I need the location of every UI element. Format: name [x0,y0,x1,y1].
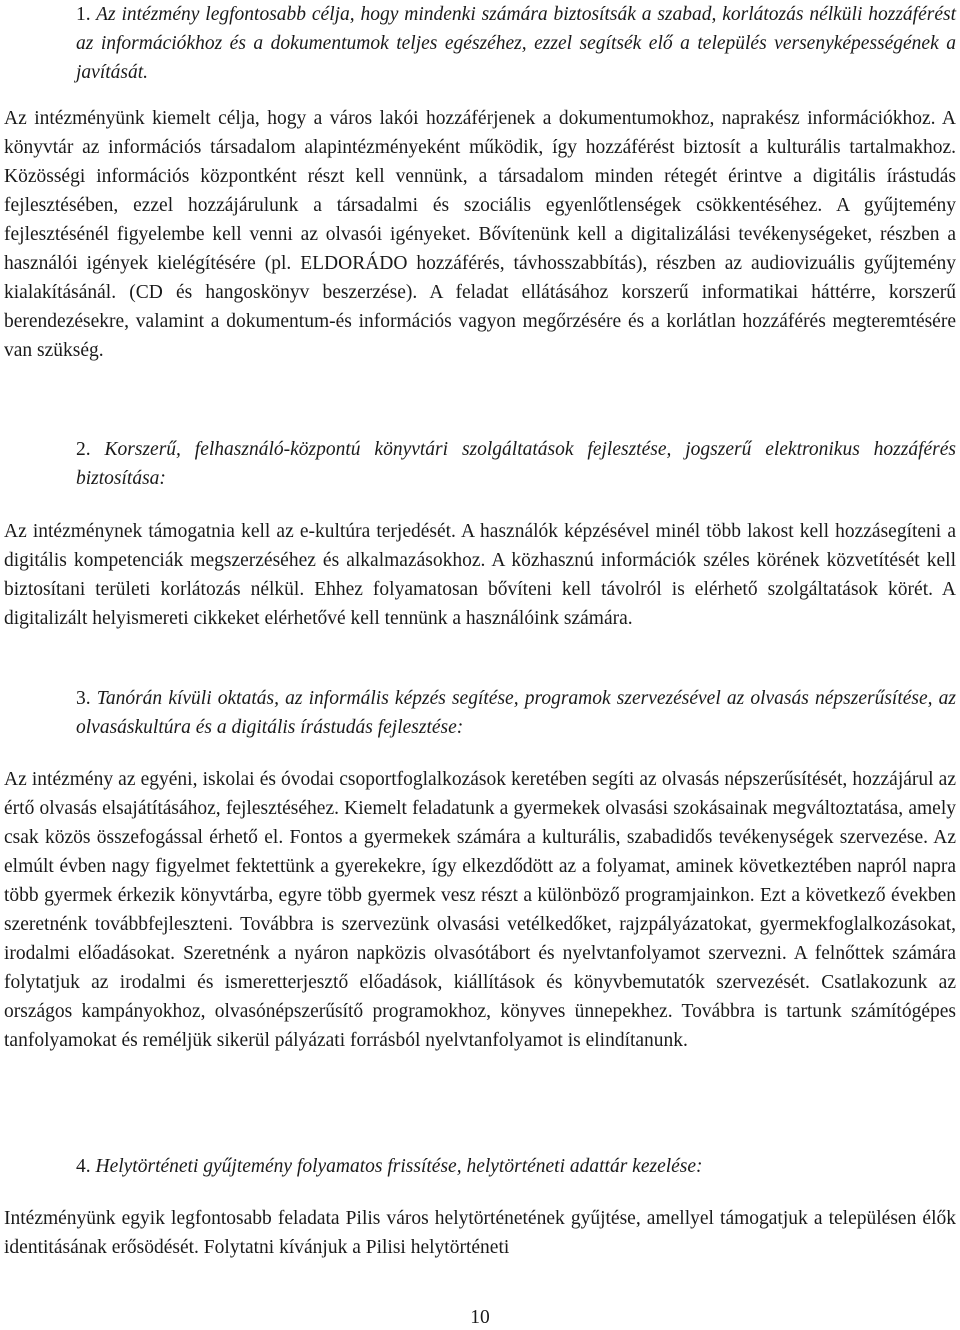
section-1-heading [4,0,956,87]
section-2-number: 2. [76,439,91,460]
section-1-heading-text: Az intézmény legfontosabb célja, hogy mindenki számára biztosítsák a szabad, korlátozás nélküli hozzáférést az információkhoz és a dokumentumok teljes egészéhez, ezzel segítsék elő a település versenyképességének a javítását. [76,4,956,83]
section-4-heading [4,1152,703,1181]
section-1-number: 1. [76,4,91,25]
section-4-heading-text: Helytörténeti gyűjtemény folyamatos frissítése, helytörténeti adattár kezelése: [95,1156,703,1177]
section-4-number: 4. [76,1156,91,1177]
section-3-body: Az intézmény az egyéni, iskolai és óvodai csoportfoglalkozások keretében segíti az olvasás népszerűsítését, hozzájárul az értő olvasás elsajátításához, fejlesztéséhez. Kiemelt feladatunk a gyermekek olvasási szokásainak megváltoztatása, amely csak közös összefogással érhető el. Fontos a gyermekek számára a kulturális, szabadidős tevékenységek szervezése. Az elmúlt évben nagy figyelmet fektettünk a gyerekekre, így elkezdődött az a folyamat, aminek következtében napról napra több gyermek érkezik könyvtárba, egyre több gyermek vesz részt a különböző programjainkon. Ezt a következő években szeretnénk továbbfejleszteni. Továbbra is szervezünk olvasási vetélkedőket, rajzpályázatokat, gyermekfoglalkozásokat, irodalmi előadásokat. Szeretnénk a nyáron napközis olvasótábort és nyelvtanfolyamot szervezni. A felnőttek számára folytatjuk az irodalmi és ismeretterjesztő előadások, kiállítások és könyvbemutatók szervezését. Csatlakozunk az országos kampányokhoz, olvasónépszerűsítő programokhoz, könyves ünnepekhez. Továbbra is tartunk számítógépes tanfolyamokat és reméljük sikerül pályázati forrásból nyelvtanfolyamot is elindítanunk. [4,769,956,1051]
section-2-heading-text: Korszerű, felhasználó-központú könyvtári szolgáltatások fejlesztése, jogszerű elektronikus hozzáférés biztosítása: [76,439,957,489]
section-3-number: 3. [76,688,91,709]
section-1-body: Az intézményünk kiemelt célja, hogy a város lakói hozzáférjenek a dokumentumokhoz, naprakész információkhoz. A könyvtár az információs társadalom alapintézményeként működik, így hozzáférést biztosít a kulturális tartalmakhoz. Közösségi információs központként részt kell vennünk, a társadalom minden rétegét érintve a digitális írástudás fejlesztésében, ezzel hozzájárulunk a társadalmi és szociális egyenlőtlenségek csökkentéséhez. A gyűjtemény fejlesztésénél figyelembe kell venni az olvasói igényeket. Bővítenünk kell a digitalizálási tevékenységeket, részben a használói igények kielégítésére (pl. ELDORÁDO hozzáférés, távhosszabbítás), részben az audiovizuális gyűjtemény kialakításánál. (CD és hangoskönyv beszerzése). A feladat ellátásához korszerű informatikai háttérre, korszerű berendezésekre, valamint a dokumentum-és információs vagyon megőrzésére és a korlátlan hozzáférés megteremtésére van szükség. [4,108,956,361]
section-3-heading-text: Tanórán kívüli oktatás, az informális képzés segítése, programok szervezésével az olvasás népszerűsítése, az olvasáskultúra és a digitális írástudás fejlesztése: [76,688,957,738]
section-4-body: Intézményünk egyik legfontosabb feladata Pilis város helytörténetének gyűjtése, amellyel támogatjuk a településen élők identitásának erősödését. Folytatni kívánjuk a Pilisi helytörténeti [4,1208,956,1258]
section-3-heading [4,684,956,742]
page-number: 10 [470,1307,490,1328]
section-2-body: Az intézménynek támogatnia kell az e-kultúra terjedését. A használók képzésével minél több lakost kell hozzásegíteni a digitális kompetenciák megszerzéséhez és alkalmazásokhoz. A közhasznú információk széles körének közvetítését kell biztosítani területi korlátozás nélkül. Ehhez folyamatosan bővíteni kell távolról is elérhető szolgáltatások körét. A digitalizált helyismereti cikkeket elérhetővé kell tennünk a használóink számára. [4,521,956,629]
section-2-heading [4,435,956,493]
